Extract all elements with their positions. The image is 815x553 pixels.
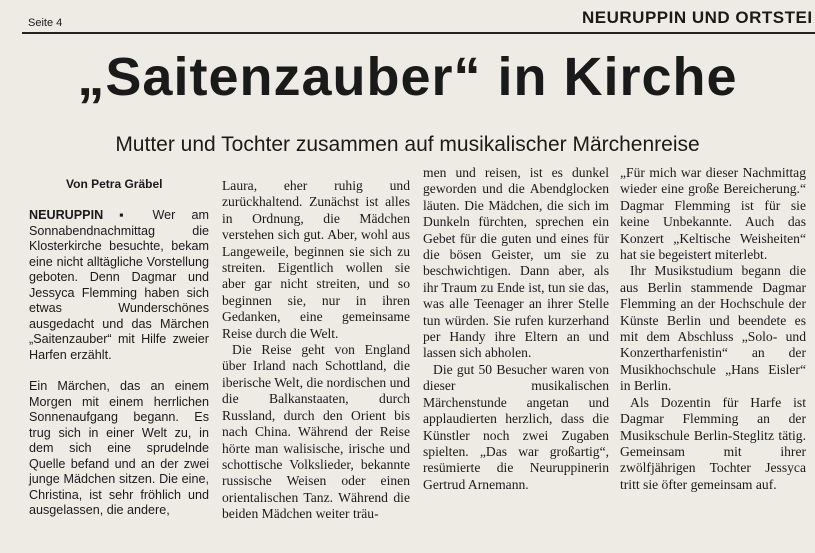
paragraph: Ihr Musikstudium begann die aus Berlin stammende Dagmar Flemming an der Hochschule der Künste Berlin und beendete es mit dem Abschluss „Solo- und Konzertharfenistin“ an der Musikhochschule „Hans Eisler“ in Berlin. bbox=[620, 263, 806, 394]
article-column-2 bbox=[222, 178, 410, 523]
paragraph: Ein Märchen, das an einem Morgen mit einem herrlichen Sonnenaufgang begann. Es trug sich in einer Welt zu, in dem sich eine sprudelnde Quelle befand und an der zwei junge Mädchen sitzen. Die eine, Christina, ist sehr fröhlich und ausgelassen, die andere, bbox=[29, 379, 209, 517]
article-subheadline: Mutter und Tochter zusammen auf musikalischer Märchenreise bbox=[115, 133, 700, 156]
section-title: NEURUPPIN UND ORTSTEI bbox=[582, 8, 813, 27]
paragraph: Laura, eher ruhig und zurückhaltend. Zunächst ist alles in Ordnung, die Mädchen verstehen sich gut. Aber, wohl aus Langeweile, beginnen sie sich zu streiten. Eigentlich wollen sie aber gar nicht streiten, und so beginnen sie, nur in ihren Gedanken, eine gemeinsame Reise durch die Welt. bbox=[222, 178, 410, 341]
article-column-4 bbox=[620, 165, 806, 493]
article-column-1 bbox=[29, 208, 209, 519]
paragraph: „Für mich war dieser Nachmittag wieder eine große Bereicherung.“ Dagmar Flemming ist für sie keine Unbekannte. Auch das Konzert „Keltische Weisheiten“ hat sie begeistert miterlebt. bbox=[620, 165, 806, 263]
paragraph: Die Reise geht von England über Irland nach Schottland, die iberische Welt, die nordischen und die Balkanstaaten, durch Russland, durch den Orient bis nach China. Während der Reise hörte man walisische, irische und schottische Volkslieder, bekannte russische Weisen oder einen orientalischen Tanz. Während die beiden Mädchen weiter träu- bbox=[222, 342, 410, 522]
dateline: NEURUPPIN ▪ bbox=[29, 208, 137, 222]
article-headline: „Saitenzauber“ in Kirche bbox=[77, 47, 738, 107]
article-column-3 bbox=[423, 165, 609, 493]
paragraph: Die gut 50 Besucher waren von dieser musikalischen Märchenstunde angetan und applaudierten herzlich, dass die Künstler noch zwei Zugaben spielten. „Das war großartig“, resümierte die Neuruppinerin Gertrud Arnemann. bbox=[423, 361, 609, 492]
article-byline: Von Petra Gräbel bbox=[66, 177, 163, 191]
paragraph-text: Wer am Sonnabendnachmittag die Klosterkirche besuchte, bekam eine nicht alltägliche Vorstellung geboten. Denn Dagmar und Jessyca Flemming haben sich etwas Wunderschönes ausgedacht und das Märchen „Saitenzauber“ mit Hilfe zweier Harfen erzählt. bbox=[29, 208, 209, 362]
header-rule bbox=[22, 32, 815, 34]
paragraph: men und reisen, ist es dunkel geworden und die Abendglocken läuten. Die Mädchen, die sich im Dunkeln fürchten, sprechen ein Gebet für die guten und eines für die bösen Geister, um sie zu beschwichtigen. Dann aber, als ihr Traum zu Ende ist, tun sie das, was alle Teenager an ihrer Stelle tun würden. Sie rufen kurzerhand per Handy ihre Eltern an und lassen sich abholen. bbox=[423, 165, 609, 361]
paragraph bbox=[29, 208, 209, 363]
paragraph: Als Dozentin für Harfe ist Dagmar Flemming an der Musikschule Berlin-Steglitz tätig. Gemeinsam mit ihrer zwölfjährigen Tochter Jessyca tritt sie öfter gemeinsam auf. bbox=[620, 394, 806, 492]
page-number: Seite 4 bbox=[28, 17, 63, 29]
